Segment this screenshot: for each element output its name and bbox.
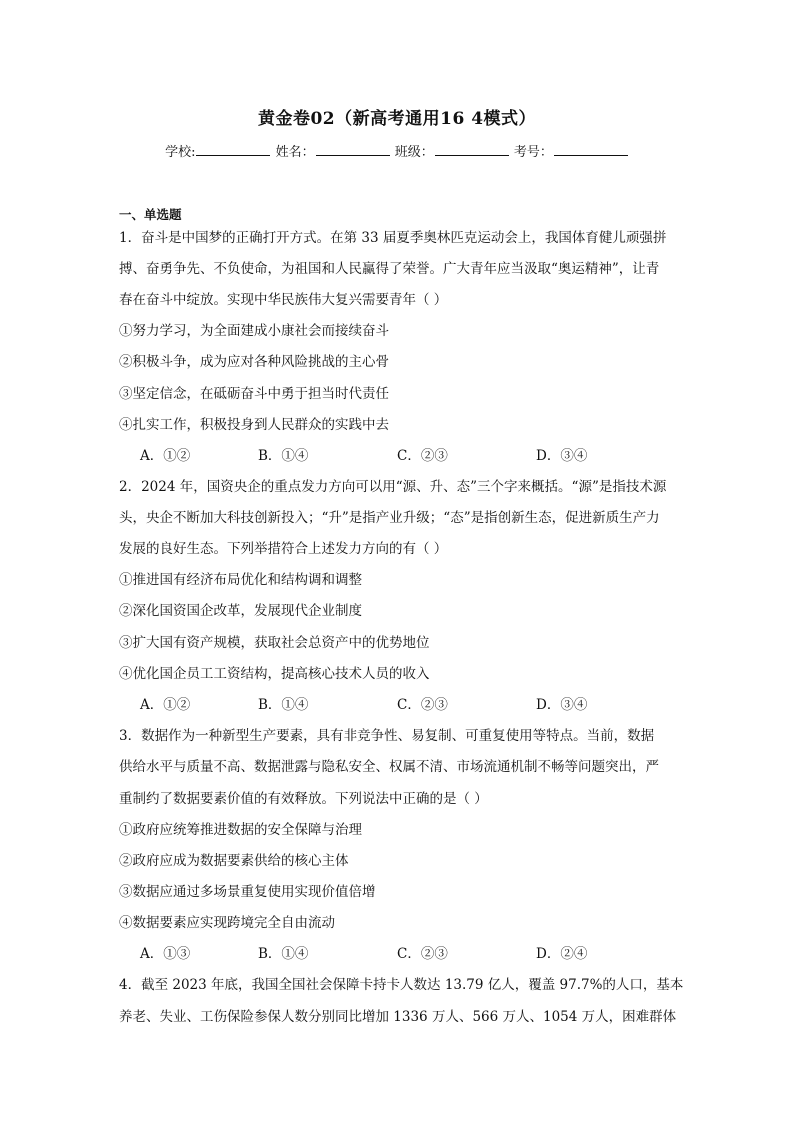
student-info-fields [0, 141, 794, 160]
option-c[interactable]: C．②③ [397, 697, 448, 713]
option-d[interactable]: D．②④ [536, 946, 588, 962]
question-2-item-1: ①推进国有经济布局优化和结构调和调整 [119, 572, 362, 588]
option-d[interactable]: D．③④ [536, 697, 588, 713]
question-3-line-2: 供给水平与质量不高、数据泄露与隐私安全、权属不清、市场流通机制不畅等问题突出，严 [119, 759, 659, 775]
option-a[interactable]: A．①③ [140, 946, 191, 962]
question-3-item-4: ④数据要素应实现跨境完全自由流动 [119, 915, 335, 931]
question-2-item-3: ③扩大国有资产规模，获取社会总资产中的优势地位 [119, 635, 430, 651]
page-title: 黄金卷02（新高考通用16 4模式） [257, 109, 537, 129]
class-label: 班级： [394, 145, 434, 160]
question-1-item-2: ②积极斗争，成为应对各种风险挑战的主心骨 [119, 354, 389, 370]
question-4-line-2: 养老、失业、工伤保险参保人数分别同比增加 1336 万人、566 万人、1054 万人，困难群体 [119, 1009, 677, 1025]
question-2-line-2: 头，央企不断加大科技创新投入；“升”是指产业升级；“态”是指创新生态，促进新质生产力 [119, 510, 660, 526]
school-field[interactable] [196, 143, 270, 156]
question-2-line-1: 2．2024 年，国资央企的重点发力方向可以用“源、升、态”三个字来概括。“源”是指技术源 [119, 479, 667, 495]
question-1-item-1: ①努力学习，为全面建成小康社会而接续奋斗 [119, 323, 389, 339]
section-heading: 一、单选题 [119, 207, 182, 222]
question-1-line-3: 春在奋斗中绽放。实现中华民族伟大复兴需要青年（ ） [119, 292, 448, 308]
name-label: 姓名： [275, 145, 315, 160]
question-2-line-3: 发展的良好生态。下列举措符合上述发力方向的有（ ） [119, 541, 448, 557]
question-4-line-1: 4．截至 2023 年底，我国全国社会保障卡持卡人数达 13.79 亿人，覆盖 97.7%的人口，基本 [119, 977, 684, 993]
school-label: 学校: [165, 145, 196, 160]
question-1-item-4: ④扎实工作，积极投身到人民群众的实践中去 [119, 417, 389, 433]
option-a[interactable]: A．①② [140, 697, 191, 713]
question-3-item-2: ②政府应成为数据要素供给的核心主体 [119, 853, 349, 869]
question-3-line-3: 重制约了数据要素价值的有效释放。下列说法中正确的是（ ） [119, 791, 488, 807]
class-field[interactable] [435, 143, 509, 156]
question-1-item-3: ③坚定信念，在砥砺奋斗中勇于担当时代责任 [119, 386, 389, 402]
question-3-item-3: ③数据应通过多场景重复使用实现价值倍增 [119, 884, 376, 900]
question-3-line-1: 3．数据作为一种新型生产要素，具有非竞争性、易复制、可重复使用等特点。当前，数据 [119, 728, 655, 744]
option-c[interactable]: C．②③ [397, 448, 448, 464]
option-a[interactable]: A．①② [140, 448, 191, 464]
exam-number-label: 考号： [513, 145, 553, 160]
option-b[interactable]: B．①④ [258, 697, 309, 713]
question-2-item-2: ②深化国资国企改革，发展现代企业制度 [119, 603, 362, 619]
question-3-item-1: ①政府应统筹推进数据的安全保障与治理 [119, 822, 362, 838]
name-field[interactable] [316, 143, 390, 156]
option-b[interactable]: B．①④ [258, 448, 309, 464]
option-d[interactable]: D．③④ [536, 448, 588, 464]
question-2-item-4: ④优化国企员工工资结构，提高核心技术人员的收入 [119, 666, 430, 682]
option-b[interactable]: B．①④ [258, 946, 309, 962]
exam-number-field[interactable] [554, 143, 628, 156]
question-1-line-2: 搏、奋勇争先、不负使命，为祖国和人民赢得了荣誉。广大青年应当汲取“奥运精神”，让青 [119, 261, 660, 277]
question-1-line-1: 1．奋斗是中国梦的正确打开方式。在第 33 届夏季奥林匹克运动会上，我国体育健儿顽强拼 [119, 230, 667, 246]
option-c[interactable]: C．②③ [397, 946, 448, 962]
